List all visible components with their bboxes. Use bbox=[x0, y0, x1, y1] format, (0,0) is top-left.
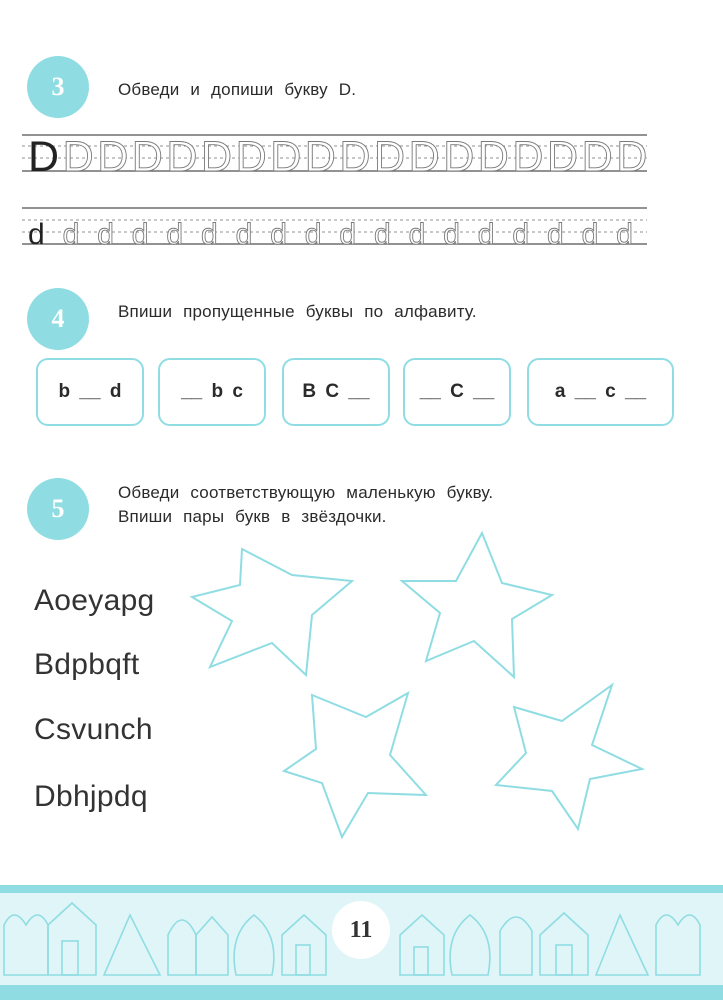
tracing-letter: D bbox=[166, 133, 198, 179]
star-3[interactable] bbox=[284, 693, 426, 837]
uppercase-tracing-row[interactable] bbox=[22, 129, 647, 179]
stars-area bbox=[180, 525, 670, 855]
tracing-letter: D bbox=[201, 133, 233, 179]
tracing-letter: d bbox=[408, 218, 426, 251]
alphabet-box-1[interactable]: b __ d bbox=[36, 358, 144, 426]
alphabet-box-4[interactable]: __ C __ bbox=[403, 358, 511, 426]
letter-row-d[interactable]: Dbhjpdq bbox=[34, 780, 148, 813]
lowercase-tracing-row[interactable] bbox=[22, 204, 647, 252]
task-number-5: 5 bbox=[27, 478, 89, 540]
tracing-letter: D bbox=[408, 133, 440, 179]
star-1[interactable] bbox=[192, 549, 352, 675]
tracing-letter: d bbox=[235, 218, 253, 251]
page-number: 11 bbox=[332, 901, 390, 959]
tracing-letter: D bbox=[477, 133, 509, 179]
alphabet-box-2[interactable]: __ b c bbox=[158, 358, 266, 426]
letter-row-c[interactable]: Csvunch bbox=[34, 713, 153, 746]
tracing-letter: d bbox=[166, 218, 184, 251]
task-4-instruction: Впиши пропущенные буквы по алфавиту. bbox=[118, 302, 477, 321]
alphabet-box-3[interactable]: B C __ bbox=[282, 358, 390, 426]
tracing-letter: d bbox=[477, 218, 495, 251]
task-5-instruction-line-1: Обведи соответствующую маленькую букву. bbox=[118, 483, 494, 502]
tracing-letter: D bbox=[97, 133, 129, 179]
tracing-letter: d bbox=[512, 218, 530, 251]
tracing-letter: d bbox=[616, 218, 633, 251]
tracing-letter: D bbox=[131, 133, 163, 179]
tracing-letter: d bbox=[270, 218, 287, 251]
tracing-letter: d bbox=[339, 218, 357, 251]
letter-row-a[interactable]: Aoeyapg bbox=[34, 584, 155, 617]
tracing-letter: d bbox=[28, 218, 45, 251]
tracing-letter: d bbox=[374, 218, 391, 251]
tracing-letter: D bbox=[616, 133, 647, 179]
tracing-letter: d bbox=[131, 218, 149, 251]
tracing-letter: D bbox=[339, 133, 371, 179]
tracing-letter: d bbox=[547, 218, 564, 251]
tracing-letter: D bbox=[443, 133, 475, 179]
tracing-letter: d bbox=[97, 218, 114, 251]
tracing-letter: d bbox=[581, 218, 599, 251]
tracing-letter: D bbox=[304, 133, 336, 179]
tracing-letter: D bbox=[512, 133, 544, 179]
task-3-instruction: Обведи и допиши букву D. bbox=[118, 80, 357, 99]
tracing-letter: D bbox=[28, 133, 60, 179]
letter-row-b[interactable]: Bdpbqft bbox=[34, 648, 140, 681]
task-number-4: 4 bbox=[27, 288, 89, 350]
task-5-instruction-line-2: Впиши пары букв в звёздочки. bbox=[118, 507, 387, 526]
tracing-letter: D bbox=[270, 133, 302, 179]
tracing-letter: d bbox=[443, 218, 460, 251]
alphabet-box-5[interactable]: a __ c __ bbox=[527, 358, 674, 426]
tracing-letter: D bbox=[62, 133, 94, 179]
task-number-3: 3 bbox=[27, 56, 89, 118]
tracing-letter: D bbox=[547, 133, 579, 179]
tracing-letter: d bbox=[201, 218, 218, 251]
tracing-letter: d bbox=[304, 218, 322, 251]
tracing-letter: D bbox=[374, 133, 406, 179]
tracing-letter: d bbox=[62, 218, 80, 251]
tracing-letter: D bbox=[235, 133, 267, 179]
star-4[interactable] bbox=[496, 685, 642, 829]
star-2[interactable] bbox=[402, 533, 552, 677]
tracing-letter: D bbox=[581, 133, 613, 179]
